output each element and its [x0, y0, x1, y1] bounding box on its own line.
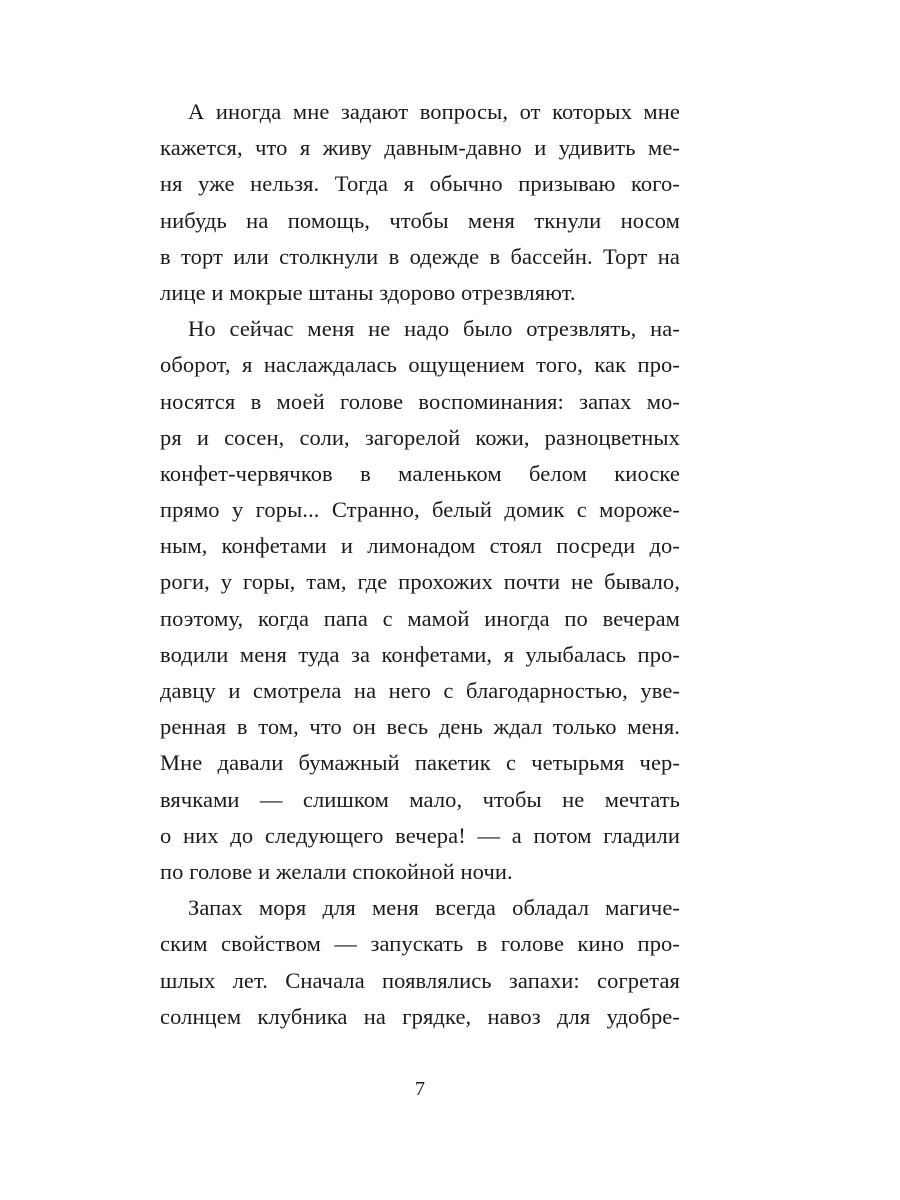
text-line: вячками — слишком мало, чтобы не мечтать [160, 786, 680, 812]
text-line: ня уже нельзя. Тогда я обычно призываю кого- [160, 171, 680, 197]
text-line: Мне давали бумажный пакетик с четырьмя чер- [160, 750, 680, 776]
text-line: Запах моря для меня всегда обладал магиче- [188, 895, 680, 921]
text-line: Но сейчас меня не надо было отрезвлять, на- [188, 316, 680, 342]
text-line: роги, у горы, там, где прохожих почти не бывало, [160, 569, 680, 595]
text-line: носятся в моей голове воспоминания: запах мо- [160, 388, 680, 414]
page-number: 7 [415, 1078, 425, 1100]
text-line: о них до следующего вечера! — а потом гладили [160, 822, 680, 848]
text-line: конфет-червячков в маленьком белом киоске [160, 460, 680, 486]
text-line: шлых лет. Сначала появлялись запахи: согретая [160, 967, 680, 993]
text-line: А иногда мне задают вопросы, от которых мне [188, 99, 680, 124]
text-line: по голове и желали спокойной ночи. [160, 858, 513, 884]
text-line: солнцем клубника на грядке, навоз для удобре- [160, 1003, 680, 1029]
text-line: ренная в том, что он весь день ждал только меня. [160, 714, 680, 740]
text-line: поэтому, когда папа с мамой иногда по вечерам [160, 605, 680, 631]
text-line: в торт или столкнули в одежде в бассейн. Торт на [160, 243, 680, 269]
body-text [160, 94, 680, 1035]
text-line: ря и сосен, соли, загорелой кожи, разноцветных [160, 424, 680, 450]
text-line: нибудь на помощь, чтобы меня ткнули носом [160, 207, 680, 233]
text-line: ным, конфетами и лимонадом стоял посреди до- [160, 533, 680, 559]
text-line: кажется, что я живу давным-давно и удивить ме- [160, 135, 680, 161]
text-line: лице и мокрые штаны здорово отрезвляют. [160, 279, 576, 305]
text-line: оборот, я наслаждалась ощущением того, как про- [160, 352, 680, 378]
text-line: давцу и смотрела на него с благодарностью, уве- [160, 678, 680, 703]
text-line: прямо у горы... Странно, белый домик с мороже- [160, 497, 680, 523]
text-line: ским свойством — запускать в голове кино про- [160, 931, 680, 957]
text-line: водили меня туда за конфетами, я улыбалась про- [160, 641, 680, 667]
